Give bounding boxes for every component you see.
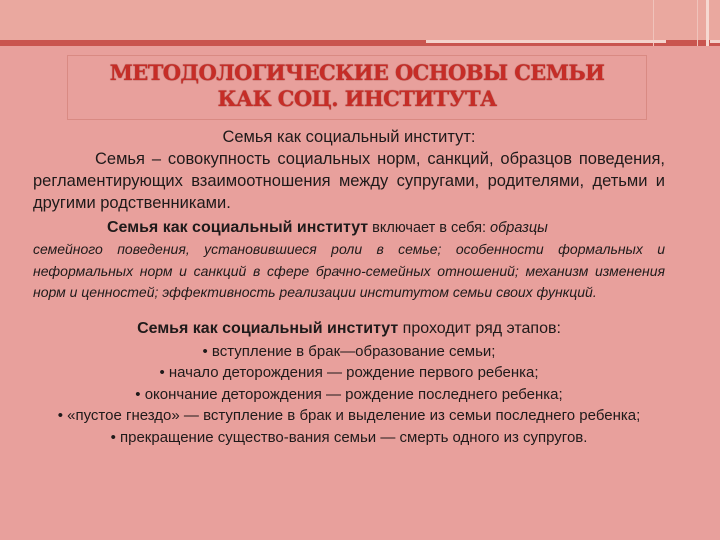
- subheading: Семья как социальный институт:: [222, 128, 476, 146]
- stages-bold: Семья как социальный институт: [137, 319, 399, 337]
- includes-bold: Семья как социальный институт: [107, 219, 369, 236]
- list-item: • начало деторождения — рождение первого ребенка;: [159, 364, 539, 381]
- definition-text: – совокупность социальных норм, санкций, образцов поведения, регламентирующих взаимоотношения между супругами, родителями, детьми и другими родственниками.: [33, 150, 665, 212]
- title-line-1: МЕТОДОЛОГИЧЕСКИЕ ОСНОВЫ СЕМЬИ: [109, 60, 605, 85]
- list-item: • окончание деторождения — рождение последнего ребенка;: [135, 385, 563, 403]
- stages-heading: [33, 318, 665, 340]
- list-item: • «пустое гнездо» — вступление в брак и выделение из семьи последнего ребенка;: [57, 407, 641, 424]
- list-item: • вступление в брак—образование семьи;: [202, 342, 496, 360]
- decorative-line: [706, 0, 709, 46]
- decorative-lines: [0, 0, 720, 46]
- includes-paragraph: [33, 217, 665, 304]
- title-line-2: КАК СОЦ. ИНСТИТУТА: [217, 86, 497, 111]
- includes-normal: включает в себя:: [368, 220, 491, 236]
- slide-body: [33, 126, 665, 448]
- decorative-bar: [710, 40, 720, 43]
- list-item: • прекращение существо-вания семьи — смерть одного из супругов.: [110, 428, 588, 446]
- stages-list: [33, 341, 665, 449]
- stages-normal: проходит ряд этапов:: [398, 319, 561, 337]
- slide-title: [67, 60, 647, 112]
- decorative-bar: [426, 40, 666, 43]
- decorative-line: [697, 0, 698, 46]
- definition-term: Семья: [95, 150, 145, 168]
- includes-italic-text: семейного поведения, установившиеся роли в семье; особенности формальных и неформальных норм и санкций в сфере брачно-семейных отношений; механизм изменения норм и ценностей; эффективность реализации институтом семьи своих функций.: [33, 241, 665, 300]
- includes-italic-first: образцы: [490, 220, 548, 236]
- definition-paragraph: [33, 148, 665, 214]
